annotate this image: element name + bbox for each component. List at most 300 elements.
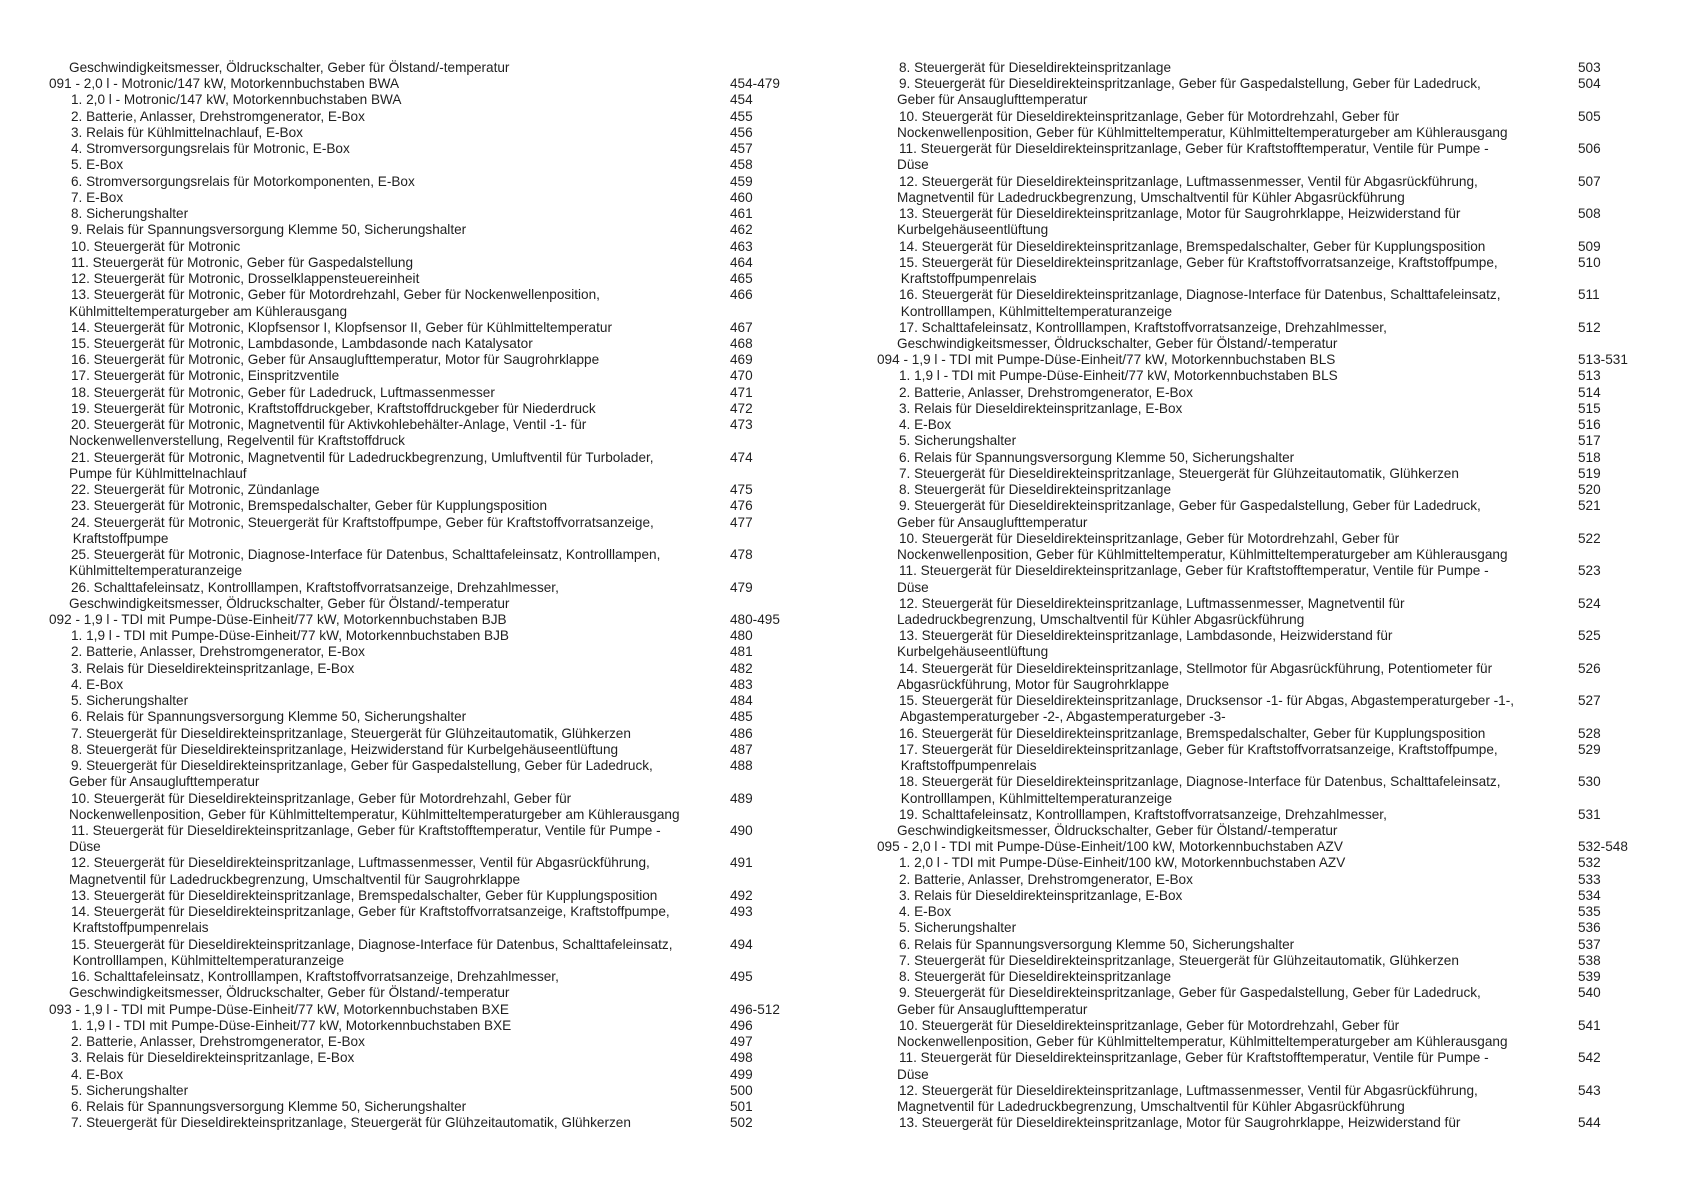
entry-text: 7. Steuergerät für Dieseldirekteinspritzanlage, Steuergerät für Glühzeitautomatik, Glühkerzen — [899, 465, 1459, 481]
entry-text: Ladedruckbegrenzung, Umschaltventil für Kühler Abgasrückführung — [897, 611, 1305, 627]
toc-entry — [49, 1067, 839, 1083]
toc-entry-continuation — [49, 807, 839, 823]
entry-text: 3. Relais für Kühlmittelnachlauf, E-Box — [71, 124, 303, 140]
entry-text: 11. Steuergerät für Dieseldirekteinspritzanlage, Geber für Kraftstofftemperatur, Ventile für Pumpe - — [899, 563, 1489, 579]
toc-entry — [877, 920, 1667, 936]
entry-text: Magnetventil für Ladedruckbegrenzung, Umschaltventil für Saugrohrklappe — [69, 871, 521, 887]
entry-text: 25. Steuergerät für Motronic, Diagnose-Interface für Datenbus, Schalttafeleinsatz, Kontrolllampen, — [71, 547, 661, 563]
page-number: 526 — [1578, 660, 1601, 676]
toc-entry — [877, 255, 1667, 271]
toc-entry-continuation — [877, 709, 1667, 725]
entry-text: 094 - 1,9 l - TDI mit Pumpe-Düse-Einheit/77 kW, Motorkennbuchstaben BLS — [877, 352, 1336, 368]
entry-text: 092 - 1,9 l - TDI mit Pumpe-Düse-Einheit/77 kW, Motorkennbuchstaben BJB — [49, 611, 507, 627]
toc-entry-continuation — [877, 612, 1667, 628]
entry-text: 12. Steuergerät für Dieseldirekteinspritzanlage, Luftmassenmesser, Magnetventil für — [899, 595, 1405, 611]
entry-text: Magnetventil für Ladedruckbegrenzung, Umschaltventil für Kühler Abgasrückführung — [897, 189, 1405, 205]
entry-text: 16. Schalttafeleinsatz, Kontrolllampen, Kraftstoffvorratsanzeige, Drehzahlmesser, — [71, 969, 559, 985]
page-number: 524 — [1578, 595, 1601, 611]
entry-text: 2. Batterie, Anlasser, Drehstromgenerator, E-Box — [71, 108, 365, 124]
entry-text: 095 - 2,0 l - TDI mit Pumpe-Düse-Einheit/100 kW, Motorkennbuchstaben AZV — [877, 839, 1343, 855]
entry-text: Kraftstoffpumpenrelais — [897, 271, 1037, 287]
entry-text: 6. Relais für Spannungsversorgung Klemme 50, Sicherungshalter — [71, 1099, 467, 1114]
page-number: 527 — [1578, 693, 1601, 709]
toc-entry — [49, 644, 839, 660]
page-number: 507 — [1578, 173, 1601, 189]
page-number: 496 — [730, 1017, 753, 1033]
toc-entry — [49, 222, 839, 238]
page-number: 465 — [730, 271, 753, 287]
entry-text: 15. Steuergerät für Dieseldirekteinspritzanlage, Geber für Kraftstoffvorratsanzeige, Kraftstoffpumpe, — [899, 254, 1498, 270]
toc-entry — [49, 417, 839, 433]
toc-entry — [49, 693, 839, 709]
entry-text: Kühlmitteltemperaturgeber am Kühlerausgang — [69, 303, 348, 319]
entry-text: Geber für Ansauglufttemperatur — [897, 92, 1088, 108]
toc-entry — [877, 1018, 1667, 1034]
entry-text: 4. E-Box — [899, 904, 952, 920]
page-number: 481 — [730, 644, 753, 660]
page-number: 506 — [1578, 141, 1601, 157]
entry-text: 15. Steuergerät für Motronic, Lambdasonde, Lambdasonde nach Katalysator — [71, 335, 533, 351]
entry-text: 11. Steuergerät für Dieseldirekteinspritzanlage, Geber für Kraftstofftemperatur, Ventile für Pumpe - — [899, 141, 1489, 157]
page-number: 498 — [730, 1050, 753, 1066]
page-number: 485 — [730, 709, 753, 725]
toc-entry — [877, 953, 1667, 969]
entry-text: 7. Steuergerät für Dieseldirekteinspritzanlage, Steuergerät für Glühzeitautomatik, Glühkerzen — [899, 952, 1459, 968]
toc-entry-continuation — [877, 823, 1667, 839]
page-number: 471 — [730, 384, 753, 400]
page-number: 491 — [730, 855, 753, 871]
toc-entry-continuation — [877, 515, 1667, 531]
toc-entry — [877, 385, 1667, 401]
toc-entry — [49, 190, 839, 206]
toc-column-right — [877, 60, 1667, 1131]
entry-text: 6. Relais für Spannungsversorgung Klemme 50, Sicherungshalter — [71, 709, 467, 725]
page-number: 487 — [730, 741, 753, 757]
toc-entry — [877, 563, 1667, 579]
page-number: 520 — [1578, 482, 1601, 498]
toc-entry — [877, 206, 1667, 222]
page-number: 517 — [1578, 433, 1601, 449]
entry-text: 5. Sicherungshalter — [899, 920, 1017, 936]
toc-entry — [877, 531, 1667, 547]
toc-entry-continuation — [49, 839, 839, 855]
toc-entry — [877, 1115, 1667, 1131]
entry-text: 4. E-Box — [71, 676, 124, 692]
entry-text: 12. Steuergerät für Dieseldirekteinspritzanlage, Luftmassenmesser, Ventil für Abgasrückführung, — [899, 1082, 1478, 1098]
toc-entry — [877, 368, 1667, 384]
entry-text: 20. Steuergerät für Motronic, Magnetventil für Aktivkohlebehälter-Anlage, Ventil -1- für — [71, 417, 587, 433]
toc-entry-continuation — [49, 953, 839, 969]
toc-entry — [877, 807, 1667, 823]
toc-entry — [877, 693, 1667, 709]
toc-entry-continuation — [49, 985, 839, 1001]
toc-section-header — [877, 352, 1667, 368]
toc-entry-continuation — [49, 596, 839, 612]
toc-entry — [49, 482, 839, 498]
entry-text: 9. Relais für Spannungsversorgung Klemme 50, Sicherungshalter — [71, 222, 467, 238]
page-number: 505 — [1578, 108, 1601, 124]
page-number: 472 — [730, 400, 753, 416]
toc-entry — [49, 904, 839, 920]
page-number: 479 — [730, 579, 753, 595]
toc-entry — [877, 141, 1667, 157]
entry-text: Geschwindigkeitsmesser, Öldruckschalter, Geber für Ölstand/-temperatur — [69, 985, 510, 1001]
entry-text: 18. Steuergerät für Motronic, Geber für Ladedruck, Luftmassenmesser — [71, 384, 495, 400]
entry-text: Düse — [69, 839, 101, 855]
entry-text: 16. Steuergerät für Dieseldirekteinspritzanlage, Bremspedalschalter, Geber für Kupplungsposition — [899, 725, 1486, 741]
toc-entry — [49, 661, 839, 677]
entry-text: 23. Steuergerät für Motronic, Bremspedalschalter, Geber für Kupplungsposition — [71, 498, 548, 514]
page-number: 454 — [730, 92, 753, 108]
toc-entry-continuation — [49, 433, 839, 449]
toc-entry — [49, 628, 839, 644]
entry-text: 4. Stromversorgungsrelais für Motronic, E-Box — [71, 141, 350, 157]
page-number: 500 — [730, 1082, 753, 1098]
toc-entry — [877, 855, 1667, 871]
toc-entry — [49, 1099, 839, 1115]
page-number: 540 — [1578, 985, 1601, 1001]
toc-entry-continuation — [49, 60, 839, 76]
toc-entry-continuation — [877, 92, 1667, 108]
entry-text: 8. Sicherungshalter — [71, 206, 189, 222]
page-number: 538 — [1578, 952, 1601, 968]
entry-text: 19. Steuergerät für Motronic, Kraftstoffdruckgeber, Kraftstoffdruckgeber für Niederdruck — [71, 400, 596, 416]
toc-entry-continuation — [877, 580, 1667, 596]
page-number: 488 — [730, 758, 753, 774]
entry-text: Düse — [897, 579, 929, 595]
entry-text: Geschwindigkeitsmesser, Öldruckschalter, Geber für Ölstand/-temperatur — [69, 595, 510, 611]
toc-entry — [877, 774, 1667, 790]
entry-text: 10. Steuergerät für Dieseldirekteinspritzanlage, Geber für Motordrehzahl, Geber für — [899, 530, 1400, 546]
page-number: 477 — [730, 514, 753, 530]
toc-entry-continuation — [877, 222, 1667, 238]
page-number: 478 — [730, 547, 753, 563]
toc-entry-continuation — [49, 563, 839, 579]
entry-text: 10. Steuergerät für Motronic — [71, 238, 241, 254]
toc-entry-continuation — [49, 531, 839, 547]
page-number: 459 — [730, 173, 753, 189]
toc-entry — [877, 742, 1667, 758]
entry-text: 12. Steuergerät für Dieseldirekteinspritzanlage, Luftmassenmesser, Ventil für Abgasrückführung, — [899, 173, 1478, 189]
toc-entry — [877, 450, 1667, 466]
entry-text: 8. Steuergerät für Dieseldirekteinspritzanlage — [899, 60, 1172, 75]
page-number: 533 — [1578, 871, 1601, 887]
page-number: 457 — [730, 141, 753, 157]
toc-entry — [49, 368, 839, 384]
page-number: 470 — [730, 368, 753, 384]
toc-entry — [877, 239, 1667, 255]
toc-entry — [877, 726, 1667, 742]
toc-entry — [877, 1083, 1667, 1099]
toc-entry — [49, 255, 839, 271]
toc-entry-continuation — [877, 547, 1667, 563]
page-number: 480-495 — [730, 611, 780, 627]
toc-entry-continuation — [49, 872, 839, 888]
page-number: 511 — [1578, 287, 1600, 303]
page-number: 522 — [1578, 530, 1601, 546]
toc-entry — [877, 320, 1667, 336]
entry-text: 13. Steuergerät für Dieseldirekteinspritzanlage, Bremspedalschalter, Geber für Kupplungsposition — [71, 887, 658, 903]
entry-text: 6. Relais für Spannungsversorgung Klemme 50, Sicherungshalter — [899, 449, 1295, 465]
page-number: 466 — [730, 287, 753, 303]
page-number: 495 — [730, 969, 753, 985]
entry-text: 11. Steuergerät für Dieseldirekteinspritzanlage, Geber für Kraftstofftemperatur, Ventile für Pumpe - — [899, 1050, 1489, 1066]
page-number: 473 — [730, 417, 753, 433]
page-number: 496-512 — [730, 1001, 780, 1017]
toc-entry — [877, 287, 1667, 303]
toc-entry — [877, 985, 1667, 1001]
entry-text: 4. E-Box — [899, 417, 952, 433]
entry-text: 16. Steuergerät für Motronic, Geber für Ansauglufttemperatur, Motor für Saugrohrklappe — [71, 352, 600, 368]
entry-text: Geber für Ansauglufttemperatur — [69, 774, 260, 790]
page-number: 525 — [1578, 628, 1601, 644]
toc-entry-continuation — [49, 920, 839, 936]
page-number: 516 — [1578, 417, 1601, 433]
page-number: 541 — [1578, 1017, 1601, 1033]
entry-text: 14. Steuergerät für Dieseldirekteinspritzanlage, Stellmotor für Abgasrückführung, Potentiometer für — [899, 660, 1493, 676]
toc-entry-continuation — [49, 774, 839, 790]
page-number: 456 — [730, 124, 753, 140]
toc-entry-continuation — [877, 758, 1667, 774]
entry-text: 6. Relais für Spannungsversorgung Klemme 50, Sicherungshalter — [899, 936, 1295, 952]
page-number: 494 — [730, 936, 753, 952]
entry-text: Geber für Ansauglufttemperatur — [897, 1001, 1088, 1017]
toc-entry — [49, 823, 839, 839]
page-number: 542 — [1578, 1050, 1601, 1066]
page-number: 518 — [1578, 449, 1601, 465]
toc-entry — [49, 287, 839, 303]
toc-entry — [49, 1115, 839, 1131]
toc-section-header — [877, 839, 1667, 855]
page-number: 455 — [730, 108, 753, 124]
page-number: 515 — [1578, 400, 1601, 416]
toc-entry — [49, 1034, 839, 1050]
page-number: 532 — [1578, 855, 1601, 871]
entry-text: 1. 2,0 l - Motronic/147 kW, Motorkennbuchstaben BWA — [71, 92, 402, 108]
page-number: 480 — [730, 628, 753, 644]
toc-entry-continuation — [877, 677, 1667, 693]
entry-text: Kraftstoffpumpenrelais — [897, 758, 1037, 774]
entry-text: 17. Schalttafeleinsatz, Kontrolllampen, Kraftstoffvorratsanzeige, Drehzahlmesser, — [899, 319, 1387, 335]
entry-text: Nockenwellenverstellung, Regelventil für Kraftstoffdruck — [69, 433, 405, 449]
toc-entry — [877, 904, 1667, 920]
page-number: 474 — [730, 449, 753, 465]
entry-text: 8. Steuergerät für Dieseldirekteinspritzanlage, Heizwiderstand für Kurbelgehäuseentlüftung — [71, 741, 619, 757]
entry-text: 2. Batterie, Anlasser, Drehstromgenerator, E-Box — [899, 871, 1193, 887]
page-number: 460 — [730, 189, 753, 205]
toc-entry — [49, 515, 839, 531]
entry-text: 10. Steuergerät für Dieseldirekteinspritzanlage, Geber für Motordrehzahl, Geber für — [899, 1017, 1400, 1033]
toc-entry-continuation — [877, 1002, 1667, 1018]
entry-text: 7. E-Box — [71, 189, 124, 205]
toc-entry — [49, 206, 839, 222]
page-number: 497 — [730, 1034, 753, 1050]
toc-entry — [49, 271, 839, 287]
page-number: 469 — [730, 352, 753, 368]
toc-entry-continuation — [877, 157, 1667, 173]
toc-entry — [877, 1050, 1667, 1066]
entry-text: Abgasrückführung, Motor für Saugrohrklappe — [897, 676, 1170, 692]
entry-text: Kurbelgehäuseentlüftung — [897, 644, 1049, 660]
toc-entry — [877, 596, 1667, 612]
toc-entry — [877, 109, 1667, 125]
toc-entry — [877, 433, 1667, 449]
toc-entry — [877, 937, 1667, 953]
toc-entry — [877, 628, 1667, 644]
entry-text: 5. E-Box — [71, 157, 124, 173]
entry-text: 3. Relais für Dieseldirekteinspritzanlage, E-Box — [71, 1050, 355, 1066]
entry-text: 24. Steuergerät für Motronic, Steuergerät für Kraftstoffpumpe, Geber für Kraftstoffvorratsanzeige, — [71, 514, 654, 530]
page-number: 499 — [730, 1066, 753, 1082]
toc-entry — [49, 239, 839, 255]
page-number: 468 — [730, 335, 753, 351]
page-number: 483 — [730, 676, 753, 692]
toc-entry — [877, 482, 1667, 498]
toc-entry — [49, 141, 839, 157]
page-number: 532-548 — [1578, 839, 1628, 855]
entry-text: 7. Steuergerät für Dieseldirekteinspritzanlage, Steuergerät für Glühzeitautomatik, Glühkerzen — [71, 725, 631, 741]
entry-text: 18. Steuergerät für Dieseldirekteinspritzanlage, Diagnose-Interface für Datenbus, Schalttafeleinsatz, — [899, 774, 1501, 790]
entry-text: 26. Schalttafeleinsatz, Kontrolllampen, Kraftstoffvorratsanzeige, Drehzahlmesser, — [71, 579, 559, 595]
page-number: 467 — [730, 319, 753, 335]
toc-entry-continuation — [877, 1034, 1667, 1050]
entry-text: 3. Relais für Dieseldirekteinspritzanlage, E-Box — [899, 887, 1183, 903]
toc-entry — [49, 791, 839, 807]
toc-entry — [49, 726, 839, 742]
toc-section-header — [49, 76, 839, 92]
entry-text: 22. Steuergerät für Motronic, Zündanlage — [71, 482, 320, 498]
page-number: 523 — [1578, 563, 1601, 579]
entry-text: Kühlmitteltemperaturanzeige — [69, 563, 243, 579]
toc-entry-continuation — [877, 644, 1667, 660]
toc-entry — [49, 547, 839, 563]
entry-text: Abgastemperaturgeber -2-, Abgastemperaturgeber -3- — [897, 709, 1226, 725]
entry-text: 2. Batterie, Anlasser, Drehstromgenerator, E-Box — [899, 384, 1193, 400]
page-number: 484 — [730, 693, 753, 709]
page-number: 544 — [1578, 1115, 1601, 1131]
toc-entry — [49, 401, 839, 417]
entry-text: Geber für Ansauglufttemperatur — [897, 514, 1088, 530]
page-number: 493 — [730, 904, 753, 920]
entry-text: 11. Steuergerät für Dieseldirekteinspritzanlage, Geber für Kraftstofftemperatur, Ventile für Pumpe - — [71, 823, 661, 839]
entry-text: Nockenwellenposition, Geber für Kühlmitteltemperatur, Kühlmitteltemperaturgeber am Kühlerausgang — [897, 1034, 1508, 1050]
page-number: 463 — [730, 238, 753, 254]
toc-entry — [49, 1083, 839, 1099]
entry-text: 2. Batterie, Anlasser, Drehstromgenerator, E-Box — [71, 644, 365, 660]
entry-text: 1. 1,9 l - TDI mit Pumpe-Düse-Einheit/77 kW, Motorkennbuchstaben BLS — [899, 368, 1338, 384]
toc-entry — [49, 969, 839, 985]
page-number: 513-531 — [1578, 352, 1628, 368]
page-number: 530 — [1578, 774, 1601, 790]
page-number: 528 — [1578, 725, 1601, 741]
page-number: 501 — [730, 1099, 753, 1114]
entry-text: 14. Steuergerät für Dieseldirekteinspritzanlage, Geber für Kraftstoffvorratsanzeige, Kraftstoffpumpe, — [71, 904, 670, 920]
toc-entry — [49, 385, 839, 401]
entry-text: 15. Steuergerät für Dieseldirekteinspritzanlage, Diagnose-Interface für Datenbus, Schalttafeleinsatz, — [71, 936, 673, 952]
page-number: 535 — [1578, 904, 1601, 920]
page-number: 454-479 — [730, 76, 780, 92]
toc-entry — [49, 352, 839, 368]
page-number: 461 — [730, 206, 753, 222]
toc-entry — [877, 76, 1667, 92]
entry-text: Kontrolllampen, Kühlmitteltemperaturanzeige — [897, 790, 1173, 806]
entry-text: 2. Batterie, Anlasser, Drehstromgenerator, E-Box — [71, 1034, 365, 1050]
page-number: 536 — [1578, 920, 1601, 936]
page-number: 519 — [1578, 465, 1601, 481]
entry-text: 5. Sicherungshalter — [71, 1082, 189, 1098]
page-number: 521 — [1578, 498, 1601, 514]
page-number: 464 — [730, 254, 753, 270]
toc-entry — [877, 888, 1667, 904]
page-number: 539 — [1578, 969, 1601, 985]
entry-text: 14. Steuergerät für Dieseldirekteinspritzanlage, Bremspedalschalter, Geber für Kupplungsposition — [899, 238, 1486, 254]
entry-text: 3. Relais für Dieseldirekteinspritzanlage, E-Box — [899, 400, 1183, 416]
entry-text: Nockenwellenposition, Geber für Kühlmitteltemperatur, Kühlmitteltemperaturgeber am Kühlerausgang — [897, 547, 1508, 563]
entry-text: 10. Steuergerät für Dieseldirekteinspritzanlage, Geber für Motordrehzahl, Geber für — [899, 108, 1400, 124]
page-number: 458 — [730, 157, 753, 173]
toc-entry — [877, 498, 1667, 514]
page-number: 510 — [1578, 254, 1601, 270]
toc-entry — [49, 336, 839, 352]
toc-entry — [49, 758, 839, 774]
toc-entry — [877, 60, 1667, 76]
entry-text: 9. Steuergerät für Dieseldirekteinspritzanlage, Geber für Gaspedalstellung, Geber für Ladedruck, — [71, 758, 653, 774]
entry-text: Kontrolllampen, Kühlmitteltemperaturanzeige — [897, 303, 1173, 319]
page-number: 489 — [730, 790, 753, 806]
toc-entry — [49, 709, 839, 725]
toc-entry-continuation — [877, 125, 1667, 141]
entry-text: Nockenwellenposition, Geber für Kühlmitteltemperatur, Kühlmitteltemperaturgeber am Kühlerausgang — [69, 806, 680, 822]
entry-text: 9. Steuergerät für Dieseldirekteinspritzanlage, Geber für Gaspedalstellung, Geber für Ladedruck, — [899, 76, 1481, 92]
toc-entry-continuation — [877, 336, 1667, 352]
toc-entry — [49, 174, 839, 190]
toc-column-left — [49, 60, 839, 1131]
entry-text: Geschwindigkeitsmesser, Öldruckschalter, Geber für Ölstand/-temperatur — [897, 823, 1338, 839]
page-number: 475 — [730, 482, 753, 498]
toc-entry — [877, 969, 1667, 985]
toc-entry — [877, 872, 1667, 888]
toc-entry-continuation — [877, 1099, 1667, 1115]
entry-text: 15. Steuergerät für Dieseldirekteinspritzanlage, Drucksensor -1- für Abgas, Abgastemperaturgeber -1-, — [899, 693, 1515, 709]
entry-text: 1. 1,9 l - TDI mit Pumpe-Düse-Einheit/77 kW, Motorkennbuchstaben BJB — [71, 628, 509, 644]
toc-entry — [49, 580, 839, 596]
toc-entry-continuation — [877, 190, 1667, 206]
page-number: 534 — [1578, 887, 1601, 903]
toc-entry — [49, 450, 839, 466]
toc-entry-continuation — [877, 791, 1667, 807]
toc-entry — [877, 174, 1667, 190]
toc-entry — [49, 92, 839, 108]
entry-text: 8. Steuergerät für Dieseldirekteinspritzanlage — [899, 969, 1172, 985]
page-number: 509 — [1578, 238, 1601, 254]
entry-text: Kurbelgehäuseentlüftung — [897, 222, 1049, 238]
toc-entry — [49, 888, 839, 904]
entry-text: 3. Relais für Dieseldirekteinspritzanlage, E-Box — [71, 660, 355, 676]
page-number: 490 — [730, 823, 753, 839]
entry-text: 17. Steuergerät für Dieseldirekteinspritzanlage, Geber für Kraftstoffvorratsanzeige, Kraftstoffpumpe, — [899, 741, 1498, 757]
toc-section-header — [49, 612, 839, 628]
toc-section-header — [49, 1002, 839, 1018]
page-number: 504 — [1578, 76, 1601, 92]
page-number: 514 — [1578, 384, 1601, 400]
entry-text: Kraftstoffpumpenrelais — [69, 920, 209, 936]
entry-text: 17. Steuergerät für Motronic, Einspritzventile — [71, 368, 340, 384]
entry-text: 13. Steuergerät für Motronic, Geber für Motordrehzahl, Geber für Nockenwellenposition, — [71, 287, 600, 303]
toc-entry-continuation — [877, 1067, 1667, 1083]
toc-entry-continuation — [49, 466, 839, 482]
page-number: 529 — [1578, 741, 1601, 757]
toc-entry — [49, 125, 839, 141]
